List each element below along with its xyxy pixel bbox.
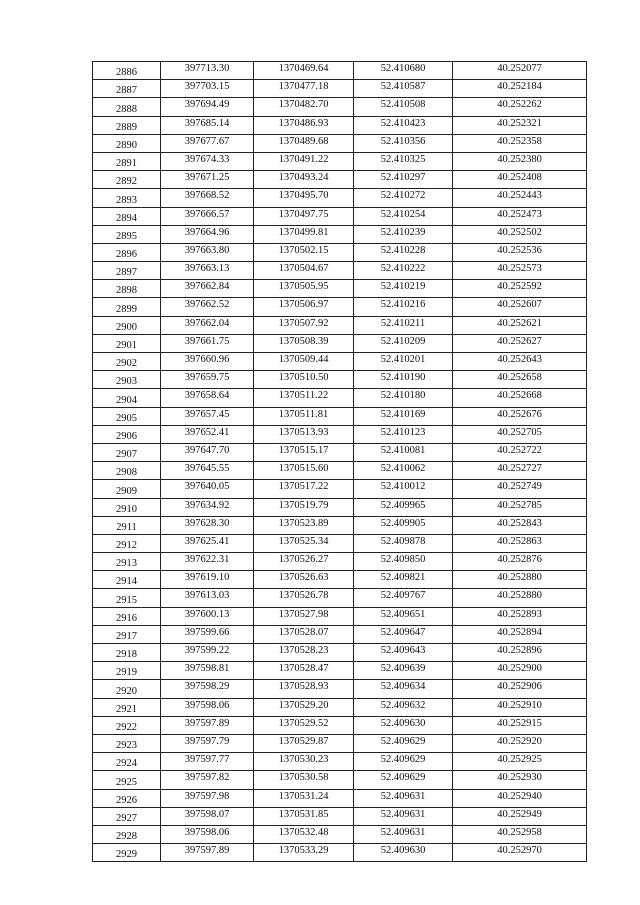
- point-number-cell: 2886: [93, 62, 161, 80]
- latitude-cell: 40.252607: [453, 298, 587, 316]
- y-coordinate-cell: 1370528.47: [254, 662, 354, 680]
- latitude-cell: 40.252880: [453, 571, 587, 589]
- x-coordinate-cell: 397677.67: [161, 134, 254, 152]
- latitude-cell: 40.252915: [453, 716, 587, 734]
- table-row: [93, 225, 587, 243]
- x-coordinate-cell: 397599.22: [161, 644, 254, 662]
- y-coordinate-cell: 1370511.22: [254, 389, 354, 407]
- table-row: [93, 789, 587, 807]
- x-coordinate-cell: 397662.52: [161, 298, 254, 316]
- latitude-cell: 40.252925: [453, 753, 587, 771]
- point-number-cell: 2916: [93, 607, 161, 625]
- x-coordinate-cell: 397645.55: [161, 462, 254, 480]
- latitude-cell: 40.252536: [453, 243, 587, 261]
- longitude-cell: 52.410222: [354, 262, 453, 280]
- point-number-cell: 2925: [93, 771, 161, 789]
- y-coordinate-cell: 1370510.50: [254, 371, 354, 389]
- x-coordinate-cell: 397640.05: [161, 480, 254, 498]
- x-coordinate-cell: 397652.41: [161, 425, 254, 443]
- longitude-cell: 52.410081: [354, 443, 453, 461]
- longitude-cell: 52.410356: [354, 134, 453, 152]
- coordinates-table: [92, 61, 587, 862]
- latitude-cell: 40.252949: [453, 807, 587, 825]
- point-number-cell: 2906: [93, 425, 161, 443]
- y-coordinate-cell: 1370502.15: [254, 243, 354, 261]
- y-coordinate-cell: 1370529.20: [254, 698, 354, 716]
- point-number-cell: 2917: [93, 625, 161, 643]
- table-row: [93, 152, 587, 170]
- point-number-cell: 2927: [93, 807, 161, 825]
- point-number-cell: 2904: [93, 389, 161, 407]
- point-number-cell: 2898: [93, 280, 161, 298]
- x-coordinate-cell: 397663.80: [161, 243, 254, 261]
- point-number-cell: 2921: [93, 698, 161, 716]
- x-coordinate-cell: 397662.84: [161, 280, 254, 298]
- longitude-cell: 52.409629: [354, 753, 453, 771]
- table-row: [93, 571, 587, 589]
- latitude-cell: 40.252380: [453, 152, 587, 170]
- longitude-cell: 52.409631: [354, 807, 453, 825]
- longitude-cell: 52.409631: [354, 825, 453, 843]
- longitude-cell: 52.409639: [354, 662, 453, 680]
- y-coordinate-cell: 1370491.22: [254, 152, 354, 170]
- table-row: [93, 407, 587, 425]
- latitude-cell: 40.252573: [453, 262, 587, 280]
- x-coordinate-cell: 397662.04: [161, 316, 254, 334]
- latitude-cell: 40.252863: [453, 534, 587, 552]
- x-coordinate-cell: 397597.79: [161, 734, 254, 752]
- point-number-cell: 2907: [93, 443, 161, 461]
- point-number-cell: 2892: [93, 171, 161, 189]
- latitude-cell: 40.252876: [453, 553, 587, 571]
- table-row: [93, 807, 587, 825]
- point-number-cell: 2922: [93, 716, 161, 734]
- y-coordinate-cell: 1370469.64: [254, 62, 354, 80]
- longitude-cell: 52.410201: [354, 353, 453, 371]
- table-row: [93, 553, 587, 571]
- latitude-cell: 40.252893: [453, 607, 587, 625]
- longitude-cell: 52.409634: [354, 680, 453, 698]
- table-row: [93, 425, 587, 443]
- point-number-cell: 2891: [93, 152, 161, 170]
- point-number-cell: 2912: [93, 534, 161, 552]
- y-coordinate-cell: 1370508.39: [254, 334, 354, 352]
- table-row: [93, 207, 587, 225]
- latitude-cell: 40.252880: [453, 589, 587, 607]
- latitude-cell: 40.252077: [453, 62, 587, 80]
- y-coordinate-cell: 1370495.70: [254, 189, 354, 207]
- y-coordinate-cell: 1370526.78: [254, 589, 354, 607]
- point-number-cell: 2926: [93, 789, 161, 807]
- longitude-cell: 52.410190: [354, 371, 453, 389]
- latitude-cell: 40.252668: [453, 389, 587, 407]
- longitude-cell: 52.409630: [354, 844, 453, 862]
- y-coordinate-cell: 1370482.70: [254, 98, 354, 116]
- longitude-cell: 52.409629: [354, 734, 453, 752]
- table-row: [93, 171, 587, 189]
- x-coordinate-cell: 397663.13: [161, 262, 254, 280]
- table-row: [93, 298, 587, 316]
- table-row: [93, 625, 587, 643]
- table-row: [93, 534, 587, 552]
- latitude-cell: 40.252940: [453, 789, 587, 807]
- x-coordinate-cell: 397622.31: [161, 553, 254, 571]
- y-coordinate-cell: 1370477.18: [254, 80, 354, 98]
- longitude-cell: 52.409821: [354, 571, 453, 589]
- longitude-cell: 52.409630: [354, 716, 453, 734]
- table-row: [93, 116, 587, 134]
- latitude-cell: 40.252910: [453, 698, 587, 716]
- longitude-cell: 52.410123: [354, 425, 453, 443]
- point-number-cell: 2902: [93, 353, 161, 371]
- longitude-cell: 52.410423: [354, 116, 453, 134]
- x-coordinate-cell: 397599.66: [161, 625, 254, 643]
- y-coordinate-cell: 1370509.44: [254, 353, 354, 371]
- y-coordinate-cell: 1370505.95: [254, 280, 354, 298]
- longitude-cell: 52.410239: [354, 225, 453, 243]
- point-number-cell: 2928: [93, 825, 161, 843]
- x-coordinate-cell: 397657.45: [161, 407, 254, 425]
- longitude-cell: 52.409647: [354, 625, 453, 643]
- table-row: [93, 134, 587, 152]
- x-coordinate-cell: 397660.96: [161, 353, 254, 371]
- latitude-cell: 40.252658: [453, 371, 587, 389]
- table-row: [93, 371, 587, 389]
- latitude-cell: 40.252473: [453, 207, 587, 225]
- y-coordinate-cell: 1370523.89: [254, 516, 354, 534]
- longitude-cell: 52.409850: [354, 553, 453, 571]
- y-coordinate-cell: 1370507.92: [254, 316, 354, 334]
- longitude-cell: 52.410012: [354, 480, 453, 498]
- longitude-cell: 52.410211: [354, 316, 453, 334]
- point-number-cell: 2923: [93, 734, 161, 752]
- point-number-cell: 2929: [93, 844, 161, 862]
- table-row: [93, 844, 587, 862]
- latitude-cell: 40.252722: [453, 443, 587, 461]
- latitude-cell: 40.252785: [453, 498, 587, 516]
- x-coordinate-cell: 397713.30: [161, 62, 254, 80]
- latitude-cell: 40.252502: [453, 225, 587, 243]
- table-row: [93, 98, 587, 116]
- longitude-cell: 52.409905: [354, 516, 453, 534]
- table-row: [93, 662, 587, 680]
- longitude-cell: 52.410508: [354, 98, 453, 116]
- table-row: [93, 825, 587, 843]
- y-coordinate-cell: 1370528.07: [254, 625, 354, 643]
- y-coordinate-cell: 1370504.67: [254, 262, 354, 280]
- point-number-cell: 2894: [93, 207, 161, 225]
- y-coordinate-cell: 1370499.81: [254, 225, 354, 243]
- latitude-cell: 40.252621: [453, 316, 587, 334]
- y-coordinate-cell: 1370517.22: [254, 480, 354, 498]
- y-coordinate-cell: 1370531.24: [254, 789, 354, 807]
- point-number-cell: 2919: [93, 662, 161, 680]
- latitude-cell: 40.252443: [453, 189, 587, 207]
- x-coordinate-cell: 397671.25: [161, 171, 254, 189]
- x-coordinate-cell: 397600.13: [161, 607, 254, 625]
- longitude-cell: 52.409629: [354, 771, 453, 789]
- point-number-cell: 2910: [93, 498, 161, 516]
- x-coordinate-cell: 397628.30: [161, 516, 254, 534]
- point-number-cell: 2893: [93, 189, 161, 207]
- point-number-cell: 2890: [93, 134, 161, 152]
- latitude-cell: 40.252896: [453, 644, 587, 662]
- x-coordinate-cell: 397658.64: [161, 389, 254, 407]
- table-row: [93, 644, 587, 662]
- x-coordinate-cell: 397659.75: [161, 371, 254, 389]
- y-coordinate-cell: 1370528.93: [254, 680, 354, 698]
- table-row: [93, 607, 587, 625]
- latitude-cell: 40.252843: [453, 516, 587, 534]
- table-row: [93, 462, 587, 480]
- point-number-cell: 2887: [93, 80, 161, 98]
- y-coordinate-cell: 1370486.93: [254, 116, 354, 134]
- latitude-cell: 40.252676: [453, 407, 587, 425]
- y-coordinate-cell: 1370528.23: [254, 644, 354, 662]
- y-coordinate-cell: 1370513.93: [254, 425, 354, 443]
- latitude-cell: 40.252894: [453, 625, 587, 643]
- x-coordinate-cell: 397597.89: [161, 844, 254, 862]
- point-number-cell: 2901: [93, 334, 161, 352]
- x-coordinate-cell: 397598.06: [161, 698, 254, 716]
- latitude-cell: 40.252184: [453, 80, 587, 98]
- latitude-cell: 40.252627: [453, 334, 587, 352]
- y-coordinate-cell: 1370489.68: [254, 134, 354, 152]
- y-coordinate-cell: 1370532.48: [254, 825, 354, 843]
- table-row: [93, 734, 587, 752]
- table-row: [93, 771, 587, 789]
- table-row: [93, 353, 587, 371]
- table-row: [93, 516, 587, 534]
- longitude-cell: 52.410587: [354, 80, 453, 98]
- y-coordinate-cell: 1370515.17: [254, 443, 354, 461]
- latitude-cell: 40.252930: [453, 771, 587, 789]
- latitude-cell: 40.252643: [453, 353, 587, 371]
- y-coordinate-cell: 1370529.52: [254, 716, 354, 734]
- point-number-cell: 2918: [93, 644, 161, 662]
- latitude-cell: 40.252321: [453, 116, 587, 134]
- x-coordinate-cell: 397703.15: [161, 80, 254, 98]
- x-coordinate-cell: 397598.81: [161, 662, 254, 680]
- x-coordinate-cell: 397598.29: [161, 680, 254, 698]
- table-row: [93, 753, 587, 771]
- longitude-cell: 52.410216: [354, 298, 453, 316]
- point-number-cell: 2908: [93, 462, 161, 480]
- y-coordinate-cell: 1370493.24: [254, 171, 354, 189]
- latitude-cell: 40.252958: [453, 825, 587, 843]
- table-row: [93, 389, 587, 407]
- point-number-cell: 2913: [93, 553, 161, 571]
- longitude-cell: 52.410228: [354, 243, 453, 261]
- point-number-cell: 2896: [93, 243, 161, 261]
- y-coordinate-cell: 1370525.34: [254, 534, 354, 552]
- table-row: [93, 498, 587, 516]
- point-number-cell: 2899: [93, 298, 161, 316]
- table-row: [93, 589, 587, 607]
- y-coordinate-cell: 1370530.23: [254, 753, 354, 771]
- latitude-cell: 40.252408: [453, 171, 587, 189]
- point-number-cell: 2920: [93, 680, 161, 698]
- x-coordinate-cell: 397668.52: [161, 189, 254, 207]
- y-coordinate-cell: 1370526.63: [254, 571, 354, 589]
- latitude-cell: 40.252705: [453, 425, 587, 443]
- y-coordinate-cell: 1370533.29: [254, 844, 354, 862]
- x-coordinate-cell: 397598.07: [161, 807, 254, 825]
- y-coordinate-cell: 1370527.98: [254, 607, 354, 625]
- latitude-cell: 40.252727: [453, 462, 587, 480]
- latitude-cell: 40.252262: [453, 98, 587, 116]
- longitude-cell: 52.410169: [354, 407, 453, 425]
- x-coordinate-cell: 397647.70: [161, 443, 254, 461]
- point-number-cell: 2905: [93, 407, 161, 425]
- longitude-cell: 52.410680: [354, 62, 453, 80]
- point-number-cell: 2915: [93, 589, 161, 607]
- point-number-cell: 2911: [93, 516, 161, 534]
- x-coordinate-cell: 397634.92: [161, 498, 254, 516]
- table-row: [93, 334, 587, 352]
- table-row: [93, 80, 587, 98]
- x-coordinate-cell: 397613.03: [161, 589, 254, 607]
- x-coordinate-cell: 397598.06: [161, 825, 254, 843]
- table-row: [93, 243, 587, 261]
- longitude-cell: 52.409767: [354, 589, 453, 607]
- latitude-cell: 40.252358: [453, 134, 587, 152]
- longitude-cell: 52.409651: [354, 607, 453, 625]
- table-row: [93, 280, 587, 298]
- point-number-cell: 2909: [93, 480, 161, 498]
- longitude-cell: 52.409631: [354, 789, 453, 807]
- table-row: [93, 443, 587, 461]
- longitude-cell: 52.409878: [354, 534, 453, 552]
- x-coordinate-cell: 397597.77: [161, 753, 254, 771]
- y-coordinate-cell: 1370497.75: [254, 207, 354, 225]
- y-coordinate-cell: 1370511.81: [254, 407, 354, 425]
- x-coordinate-cell: 397694.49: [161, 98, 254, 116]
- latitude-cell: 40.252749: [453, 480, 587, 498]
- y-coordinate-cell: 1370519.79: [254, 498, 354, 516]
- x-coordinate-cell: 397661.75: [161, 334, 254, 352]
- latitude-cell: 40.252970: [453, 844, 587, 862]
- y-coordinate-cell: 1370529.87: [254, 734, 354, 752]
- longitude-cell: 52.410209: [354, 334, 453, 352]
- latitude-cell: 40.252900: [453, 662, 587, 680]
- x-coordinate-cell: 397674.33: [161, 152, 254, 170]
- x-coordinate-cell: 397619.10: [161, 571, 254, 589]
- point-number-cell: 2895: [93, 225, 161, 243]
- longitude-cell: 52.410219: [354, 280, 453, 298]
- y-coordinate-cell: 1370530.58: [254, 771, 354, 789]
- point-number-cell: 2900: [93, 316, 161, 334]
- table-row: [93, 262, 587, 280]
- x-coordinate-cell: 397664.96: [161, 225, 254, 243]
- x-coordinate-cell: 397666.57: [161, 207, 254, 225]
- table-row: [93, 316, 587, 334]
- y-coordinate-cell: 1370526.27: [254, 553, 354, 571]
- longitude-cell: 52.410180: [354, 389, 453, 407]
- point-number-cell: 2888: [93, 98, 161, 116]
- x-coordinate-cell: 397685.14: [161, 116, 254, 134]
- latitude-cell: 40.252592: [453, 280, 587, 298]
- point-number-cell: 2889: [93, 116, 161, 134]
- longitude-cell: 52.410297: [354, 171, 453, 189]
- point-number-cell: 2897: [93, 262, 161, 280]
- x-coordinate-cell: 397625.41: [161, 534, 254, 552]
- x-coordinate-cell: 397597.89: [161, 716, 254, 734]
- longitude-cell: 52.409632: [354, 698, 453, 716]
- point-number-cell: 2914: [93, 571, 161, 589]
- longitude-cell: 52.410062: [354, 462, 453, 480]
- y-coordinate-cell: 1370531.85: [254, 807, 354, 825]
- longitude-cell: 52.410325: [354, 152, 453, 170]
- latitude-cell: 40.252906: [453, 680, 587, 698]
- table-row: [93, 189, 587, 207]
- x-coordinate-cell: 397597.98: [161, 789, 254, 807]
- y-coordinate-cell: 1370506.97: [254, 298, 354, 316]
- table-row: [93, 716, 587, 734]
- point-number-cell: 2924: [93, 753, 161, 771]
- table-row: [93, 480, 587, 498]
- longitude-cell: 52.410272: [354, 189, 453, 207]
- longitude-cell: 52.410254: [354, 207, 453, 225]
- x-coordinate-cell: 397597.82: [161, 771, 254, 789]
- longitude-cell: 52.409643: [354, 644, 453, 662]
- table-row: [93, 680, 587, 698]
- table-row: [93, 698, 587, 716]
- coordinates-table-body: [93, 62, 587, 862]
- point-number-cell: 2903: [93, 371, 161, 389]
- latitude-cell: 40.252920: [453, 734, 587, 752]
- longitude-cell: 52.409965: [354, 498, 453, 516]
- y-coordinate-cell: 1370515.60: [254, 462, 354, 480]
- table-row: [93, 62, 587, 80]
